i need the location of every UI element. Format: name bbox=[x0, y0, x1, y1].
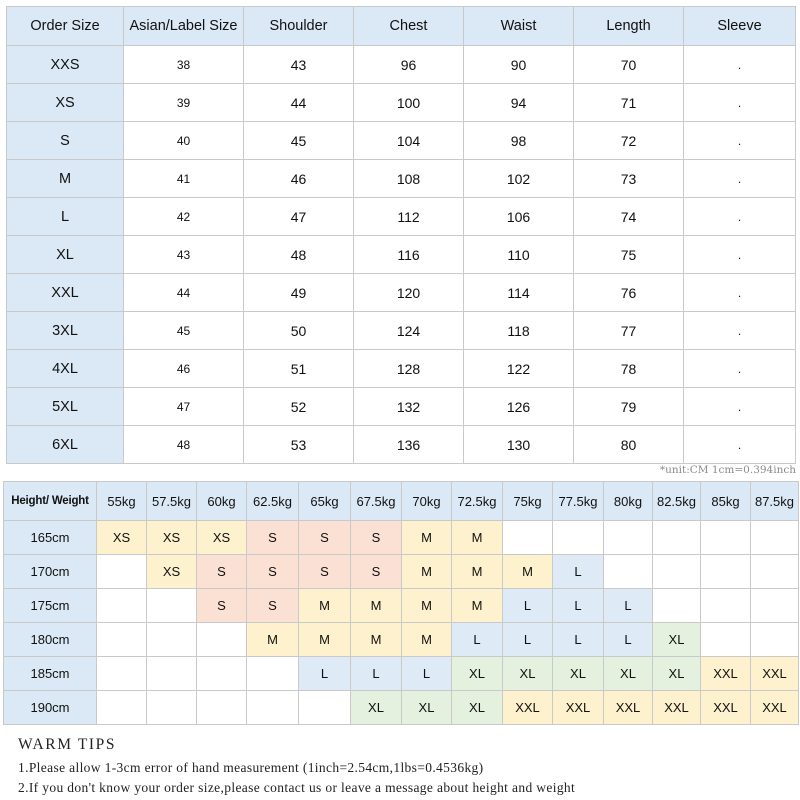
height-cell: 185cm bbox=[4, 657, 97, 691]
height-weight-table bbox=[3, 481, 799, 725]
measurement-cell: 120 bbox=[354, 274, 464, 312]
order-size-cell: L bbox=[7, 198, 124, 236]
recommended-size-cell: XXL bbox=[553, 691, 604, 725]
recommended-size-cell: XL bbox=[604, 657, 653, 691]
recommended-size-cell: M bbox=[452, 589, 503, 623]
measurement-cell: 73 bbox=[574, 160, 684, 198]
asian-size-cell: 40 bbox=[124, 122, 244, 160]
sleeve-cell: . bbox=[684, 426, 796, 464]
weight-header-cell: 72.5kg bbox=[452, 482, 503, 521]
empty-cell bbox=[751, 589, 799, 623]
empty-cell bbox=[751, 521, 799, 555]
empty-cell bbox=[653, 521, 701, 555]
empty-cell bbox=[653, 589, 701, 623]
empty-cell bbox=[701, 623, 751, 657]
recommended-size-cell: XXL bbox=[701, 691, 751, 725]
asian-size-cell: 38 bbox=[124, 46, 244, 84]
weight-header-cell: 70kg bbox=[402, 482, 452, 521]
empty-cell bbox=[701, 589, 751, 623]
measurement-cell: 43 bbox=[244, 46, 354, 84]
measurement-cell: 77 bbox=[574, 312, 684, 350]
sleeve-cell: . bbox=[684, 160, 796, 198]
recommended-size-cell: S bbox=[197, 589, 247, 623]
height-row bbox=[4, 589, 799, 623]
measurement-cell: 126 bbox=[464, 388, 574, 426]
measurement-cell: 90 bbox=[464, 46, 574, 84]
warm-tip-1: 1.Please allow 1-3cm error of hand measurement (1inch=2.54cm,1lbs=0.4536kg) bbox=[18, 760, 484, 775]
measurement-cell: 94 bbox=[464, 84, 574, 122]
measurement-cell: 76 bbox=[574, 274, 684, 312]
recommended-size-cell: XS bbox=[147, 555, 197, 589]
order-size-cell: 6XL bbox=[7, 426, 124, 464]
recommended-size-cell: XL bbox=[503, 657, 553, 691]
measurement-cell: 124 bbox=[354, 312, 464, 350]
recommended-size-cell: M bbox=[503, 555, 553, 589]
weight-header-cell: 82.5kg bbox=[653, 482, 701, 521]
recommended-size-cell: XXL bbox=[653, 691, 701, 725]
measurement-cell: 74 bbox=[574, 198, 684, 236]
asian-size-cell: 42 bbox=[124, 198, 244, 236]
warm-tip-2: 2.If you don't know your order size,please contact us or leave a message about height and weight bbox=[18, 780, 576, 795]
empty-cell bbox=[147, 691, 197, 725]
asian-size-cell: 47 bbox=[124, 388, 244, 426]
sleeve-cell: . bbox=[684, 84, 796, 122]
height-cell: 175cm bbox=[4, 589, 97, 623]
recommended-size-cell: S bbox=[197, 555, 247, 589]
measurement-cell: 48 bbox=[244, 236, 354, 274]
recommended-size-cell: S bbox=[247, 555, 299, 589]
sleeve-cell: . bbox=[684, 388, 796, 426]
recommended-size-cell: XL bbox=[351, 691, 402, 725]
measurement-cell: 98 bbox=[464, 122, 574, 160]
measurement-cell: 108 bbox=[354, 160, 464, 198]
asian-size-cell: 46 bbox=[124, 350, 244, 388]
height-row bbox=[4, 623, 799, 657]
empty-cell bbox=[653, 555, 701, 589]
size-table-row bbox=[7, 274, 796, 312]
measurement-cell: 130 bbox=[464, 426, 574, 464]
recommended-size-cell: M bbox=[299, 623, 351, 657]
empty-cell bbox=[604, 521, 653, 555]
empty-cell bbox=[147, 623, 197, 657]
recommended-size-cell: L bbox=[299, 657, 351, 691]
recommended-size-cell: XXL bbox=[503, 691, 553, 725]
height-row bbox=[4, 555, 799, 589]
weight-header-cell: 80kg bbox=[604, 482, 653, 521]
asian-size-cell: 39 bbox=[124, 84, 244, 122]
empty-cell bbox=[97, 657, 147, 691]
recommended-size-cell: XS bbox=[197, 521, 247, 555]
sleeve-cell: . bbox=[684, 236, 796, 274]
recommended-size-cell: S bbox=[299, 521, 351, 555]
order-size-cell: XS bbox=[7, 84, 124, 122]
empty-cell bbox=[147, 657, 197, 691]
recommended-size-cell: XL bbox=[653, 657, 701, 691]
height-row bbox=[4, 521, 799, 555]
sleeve-cell: . bbox=[684, 46, 796, 84]
empty-cell bbox=[247, 657, 299, 691]
height-weight-corner-cell: Height/ Weight bbox=[4, 482, 97, 521]
height-weight-header-row bbox=[4, 482, 799, 521]
size-table-header-cell: Sleeve bbox=[684, 7, 796, 46]
measurement-cell: 106 bbox=[464, 198, 574, 236]
measurement-cell: 110 bbox=[464, 236, 574, 274]
height-cell: 165cm bbox=[4, 521, 97, 555]
size-table-header-cell: Order Size bbox=[7, 7, 124, 46]
recommended-size-cell: M bbox=[402, 623, 452, 657]
recommended-size-cell: XS bbox=[97, 521, 147, 555]
measurement-cell: 100 bbox=[354, 84, 464, 122]
empty-cell bbox=[197, 623, 247, 657]
empty-cell bbox=[503, 521, 553, 555]
sleeve-cell: . bbox=[684, 122, 796, 160]
recommended-size-cell: M bbox=[247, 623, 299, 657]
recommended-size-cell: M bbox=[402, 589, 452, 623]
measurement-cell: 45 bbox=[244, 122, 354, 160]
recommended-size-cell: XXL bbox=[604, 691, 653, 725]
recommended-size-cell: S bbox=[351, 555, 402, 589]
measurement-cell: 102 bbox=[464, 160, 574, 198]
weight-header-cell: 55kg bbox=[97, 482, 147, 521]
weight-header-cell: 57.5kg bbox=[147, 482, 197, 521]
sleeve-cell: . bbox=[684, 350, 796, 388]
measurement-cell: 132 bbox=[354, 388, 464, 426]
size-table-row bbox=[7, 388, 796, 426]
measurement-cell: 80 bbox=[574, 426, 684, 464]
measurement-cell: 78 bbox=[574, 350, 684, 388]
measurement-cell: 72 bbox=[574, 122, 684, 160]
recommended-size-cell: XL bbox=[452, 691, 503, 725]
recommended-size-cell: S bbox=[351, 521, 402, 555]
asian-size-cell: 45 bbox=[124, 312, 244, 350]
recommended-size-cell: M bbox=[299, 589, 351, 623]
height-cell: 190cm bbox=[4, 691, 97, 725]
empty-cell bbox=[604, 555, 653, 589]
height-row bbox=[4, 691, 799, 725]
size-table-header-row bbox=[7, 7, 796, 46]
recommended-size-cell: L bbox=[402, 657, 452, 691]
size-table-row bbox=[7, 122, 796, 160]
order-size-cell: S bbox=[7, 122, 124, 160]
recommended-size-cell: S bbox=[247, 589, 299, 623]
recommended-size-cell: L bbox=[553, 623, 604, 657]
empty-cell bbox=[247, 691, 299, 725]
measurement-cell: 53 bbox=[244, 426, 354, 464]
empty-cell bbox=[97, 589, 147, 623]
size-table-row bbox=[7, 46, 796, 84]
measurement-cell: 112 bbox=[354, 198, 464, 236]
weight-header-cell: 65kg bbox=[299, 482, 351, 521]
empty-cell bbox=[197, 691, 247, 725]
recommended-size-cell: XXL bbox=[701, 657, 751, 691]
measurement-cell: 122 bbox=[464, 350, 574, 388]
recommended-size-cell: XL bbox=[402, 691, 452, 725]
size-table-row bbox=[7, 84, 796, 122]
weight-header-cell: 62.5kg bbox=[247, 482, 299, 521]
order-size-cell: XXL bbox=[7, 274, 124, 312]
empty-cell bbox=[97, 623, 147, 657]
asian-size-cell: 43 bbox=[124, 236, 244, 274]
empty-cell bbox=[553, 521, 604, 555]
measurement-cell: 104 bbox=[354, 122, 464, 160]
recommended-size-cell: L bbox=[351, 657, 402, 691]
recommended-size-cell: L bbox=[452, 623, 503, 657]
recommended-size-cell: L bbox=[503, 623, 553, 657]
asian-size-cell: 44 bbox=[124, 274, 244, 312]
empty-cell bbox=[751, 623, 799, 657]
measurement-cell: 52 bbox=[244, 388, 354, 426]
measurement-cell: 116 bbox=[354, 236, 464, 274]
asian-size-cell: 48 bbox=[124, 426, 244, 464]
empty-cell bbox=[701, 555, 751, 589]
order-size-cell: M bbox=[7, 160, 124, 198]
measurement-cell: 44 bbox=[244, 84, 354, 122]
size-table-header-cell: Asian/Label Size bbox=[124, 7, 244, 46]
size-table-row bbox=[7, 160, 796, 198]
height-cell: 180cm bbox=[4, 623, 97, 657]
size-table-header-cell: Waist bbox=[464, 7, 574, 46]
weight-header-cell: 77.5kg bbox=[553, 482, 604, 521]
order-size-cell: 3XL bbox=[7, 312, 124, 350]
measurement-cell: 114 bbox=[464, 274, 574, 312]
recommended-size-cell: M bbox=[351, 623, 402, 657]
size-table-header-cell: Length bbox=[574, 7, 684, 46]
recommended-size-cell: L bbox=[553, 555, 604, 589]
order-size-cell: XXS bbox=[7, 46, 124, 84]
weight-header-cell: 85kg bbox=[701, 482, 751, 521]
order-size-cell: 4XL bbox=[7, 350, 124, 388]
size-chart-table bbox=[6, 6, 796, 464]
recommended-size-cell: S bbox=[247, 521, 299, 555]
order-size-cell: XL bbox=[7, 236, 124, 274]
size-table-header-cell: Chest bbox=[354, 7, 464, 46]
recommended-size-cell: M bbox=[351, 589, 402, 623]
empty-cell bbox=[97, 555, 147, 589]
size-table-header-cell: Shoulder bbox=[244, 7, 354, 46]
measurement-cell: 79 bbox=[574, 388, 684, 426]
recommended-size-cell: XXL bbox=[751, 657, 799, 691]
empty-cell bbox=[751, 555, 799, 589]
weight-header-cell: 60kg bbox=[197, 482, 247, 521]
height-cell: 170cm bbox=[4, 555, 97, 589]
weight-header-cell: 75kg bbox=[503, 482, 553, 521]
recommended-size-cell: XS bbox=[147, 521, 197, 555]
height-row bbox=[4, 657, 799, 691]
unit-note: *unit:CM 1cm=0.394inch bbox=[659, 464, 796, 476]
sleeve-cell: . bbox=[684, 198, 796, 236]
recommended-size-cell: L bbox=[604, 589, 653, 623]
recommended-size-cell: L bbox=[553, 589, 604, 623]
size-table-row bbox=[7, 350, 796, 388]
measurement-cell: 96 bbox=[354, 46, 464, 84]
recommended-size-cell: M bbox=[402, 521, 452, 555]
measurement-cell: 46 bbox=[244, 160, 354, 198]
empty-cell bbox=[197, 657, 247, 691]
size-table-row bbox=[7, 236, 796, 274]
measurement-cell: 71 bbox=[574, 84, 684, 122]
measurement-cell: 128 bbox=[354, 350, 464, 388]
recommended-size-cell: L bbox=[604, 623, 653, 657]
recommended-size-cell: XL bbox=[452, 657, 503, 691]
size-table-row bbox=[7, 198, 796, 236]
weight-header-cell: 87.5kg bbox=[751, 482, 799, 521]
recommended-size-cell: S bbox=[299, 555, 351, 589]
order-size-cell: 5XL bbox=[7, 388, 124, 426]
measurement-cell: 75 bbox=[574, 236, 684, 274]
recommended-size-cell: M bbox=[452, 521, 503, 555]
size-table-row bbox=[7, 426, 796, 464]
empty-cell bbox=[701, 521, 751, 555]
measurement-cell: 118 bbox=[464, 312, 574, 350]
recommended-size-cell: M bbox=[452, 555, 503, 589]
sleeve-cell: . bbox=[684, 312, 796, 350]
recommended-size-cell: XL bbox=[553, 657, 604, 691]
recommended-size-cell: M bbox=[402, 555, 452, 589]
asian-size-cell: 41 bbox=[124, 160, 244, 198]
empty-cell bbox=[299, 691, 351, 725]
weight-header-cell: 67.5kg bbox=[351, 482, 402, 521]
recommended-size-cell: XL bbox=[653, 623, 701, 657]
measurement-cell: 50 bbox=[244, 312, 354, 350]
sleeve-cell: . bbox=[684, 274, 796, 312]
measurement-cell: 47 bbox=[244, 198, 354, 236]
size-table-row bbox=[7, 312, 796, 350]
recommended-size-cell: XXL bbox=[751, 691, 799, 725]
recommended-size-cell: L bbox=[503, 589, 553, 623]
measurement-cell: 136 bbox=[354, 426, 464, 464]
measurement-cell: 49 bbox=[244, 274, 354, 312]
warm-tips-title: WARM TIPS bbox=[18, 736, 117, 753]
measurement-cell: 51 bbox=[244, 350, 354, 388]
empty-cell bbox=[97, 691, 147, 725]
measurement-cell: 70 bbox=[574, 46, 684, 84]
empty-cell bbox=[147, 589, 197, 623]
